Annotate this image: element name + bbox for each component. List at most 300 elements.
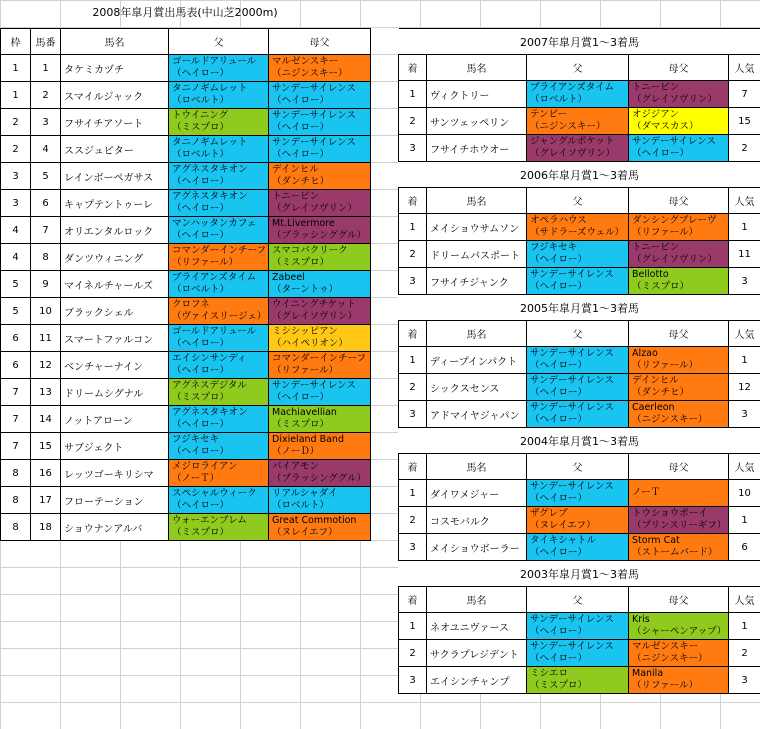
dam-sire-cell-line: （ミスプロ） (272, 419, 330, 430)
sire-cell-line: （ヘイロー） (530, 493, 588, 504)
horse-name-cell: サクラプレジデント (427, 640, 527, 667)
table-row (399, 640, 760, 667)
dam-sire-cell (629, 347, 729, 374)
horse-name-cell: シックスセンス (427, 374, 527, 401)
sire-cell (527, 214, 629, 241)
dam-sire-cell-horse: オジジアン (632, 109, 679, 120)
rank-cell: 2 (399, 507, 427, 534)
table-row (1, 82, 371, 109)
table-row (1, 352, 371, 379)
umaban-cell: 6 (31, 190, 61, 217)
dam-sire-cell (269, 163, 371, 190)
sire-cell-line: （ノーＴ） (172, 473, 220, 484)
rank-cell: 1 (399, 613, 427, 640)
sire-cell (169, 325, 269, 352)
umaban-cell: 18 (31, 514, 61, 541)
rank-cell: 1 (399, 347, 427, 374)
horse-name-cell: ショウナンアルバ (61, 514, 169, 541)
sire-cell-line: （ヌレイエフ） (530, 520, 596, 531)
sire-cell (169, 460, 269, 487)
waku-cell: 5 (1, 298, 31, 325)
waku-cell: 5 (1, 271, 31, 298)
sire-cell (169, 487, 269, 514)
dam-sire-cell-horse: トウショウボーイ (632, 508, 708, 519)
sire-cell-line: （ヘイロー） (530, 281, 588, 292)
sire-cell (527, 401, 629, 428)
sire-cell-horse: サンデーサイレンス (530, 481, 614, 492)
sire-cell (527, 268, 629, 295)
dam-sire-cell-line: （ダンチヒ） (272, 176, 330, 187)
column-header: 母父 (629, 321, 729, 347)
table-row (1, 298, 371, 325)
column-header: 母父 (629, 188, 729, 214)
sire-cell-horse: テンビー (530, 109, 568, 120)
column-header: 馬番 (31, 29, 61, 55)
sire-cell (169, 190, 269, 217)
dam-sire-cell-line: （ハイペリオン） (272, 338, 348, 349)
horse-name-cell: ヴィクトリー (427, 81, 527, 108)
horse-name-cell: アドマイヤジャパン (427, 401, 527, 428)
dam-sire-cell-line: （ターントゥ） (272, 284, 339, 295)
dam-sire-cell-horse: デインヒル (632, 375, 679, 386)
sire-cell-line: （ヘイロー） (172, 365, 230, 376)
sire-cell-line: （ミスプロ） (172, 527, 230, 538)
table-row (1, 55, 371, 82)
dam-sire-cell (629, 640, 729, 667)
sire-cell-horse: サンデーサイレンス (530, 402, 614, 413)
sire-cell-line: （ロベルト） (172, 95, 230, 106)
sire-cell (169, 217, 269, 244)
dam-sire-cell-horse: トニービン (272, 191, 320, 202)
umaban-cell: 16 (31, 460, 61, 487)
sire-cell-line: （ヘイロー） (530, 254, 588, 265)
horse-name-cell: フローテーション (61, 487, 169, 514)
dam-sire-cell (269, 190, 371, 217)
umaban-cell: 17 (31, 487, 61, 514)
sire-cell-horse: サンデーサイレンス (530, 375, 614, 386)
sire-cell-horse: タニノギムレット (172, 83, 248, 94)
dam-sire-cell-line: （ヌレイエフ） (272, 527, 338, 538)
horse-name-cell: タケミカヅチ (61, 55, 169, 82)
dam-sire-cell-line: （ヘイロー） (272, 392, 330, 403)
main-title: 2008年皐月賞出馬表(中山芝2000m) (92, 6, 278, 19)
horse-name-cell: ノットアローン (61, 406, 169, 433)
horse-name-cell: オリエンタルロック (61, 217, 169, 244)
horse-name-cell: ダイワメジャー (427, 480, 527, 507)
sire-cell-horse: ジャングルポケット (530, 136, 615, 147)
popularity-cell: 1 (729, 214, 760, 241)
sire-cell (169, 514, 269, 541)
column-header: 馬名 (427, 321, 527, 347)
dam-sire-cell (629, 81, 729, 108)
sire-cell-line: （ヘイロー） (530, 414, 588, 425)
dam-sire-cell-horse: コマンダーインチーフ (272, 353, 367, 364)
column-header: 母父 (269, 29, 371, 55)
dam-sire-cell (269, 82, 371, 109)
rank-cell: 3 (399, 667, 427, 694)
sire-cell (169, 433, 269, 460)
dam-sire-cell-horse: リアルシャダイ (272, 488, 338, 499)
sire-cell-line: （ヘイロー） (530, 360, 588, 371)
waku-cell: 1 (1, 55, 31, 82)
rank-cell: 2 (399, 241, 427, 268)
sire-cell-horse: ミシエロ (530, 668, 569, 679)
waku-cell: 8 (1, 460, 31, 487)
sire-cell-horse: アグネスタキオン (172, 164, 248, 175)
section-title-row (399, 162, 760, 188)
horse-name-cell: フサイチアソート (61, 109, 169, 136)
waku-cell: 2 (1, 136, 31, 163)
umaban-cell: 5 (31, 163, 61, 190)
sire-cell (527, 640, 629, 667)
dam-sire-cell (269, 325, 371, 352)
dam-sire-cell-horse: サンデーサイレンス (272, 137, 356, 148)
section-title-row (399, 29, 760, 55)
sire-cell-line: （ヘイロー） (172, 68, 230, 79)
horse-name-cell: ディープインパクト (427, 347, 527, 374)
column-header: 父 (527, 55, 629, 81)
horse-name-cell: メイショウボーラー (427, 534, 527, 561)
dam-sire-cell-line: （ブラッシンググル） (272, 473, 367, 484)
dam-sire-cell-horse: Storm Cat (632, 535, 680, 546)
dam-sire-cell (629, 613, 729, 640)
column-header: 馬名 (427, 587, 527, 613)
sire-cell-horse: フジキセキ (172, 434, 220, 445)
sire-cell-horse: スペシャルウィーク (172, 488, 257, 499)
umaban-cell: 8 (31, 244, 61, 271)
sire-cell (527, 135, 629, 162)
dam-sire-cell-line: （ミスプロ） (272, 257, 330, 268)
column-header: 馬名 (427, 188, 527, 214)
sire-cell-horse: サンデーサイレンス (530, 614, 614, 625)
section-title: 2005年皐月賞1～3着馬 (399, 295, 760, 321)
umaban-cell: 10 (31, 298, 61, 325)
waku-cell: 7 (1, 379, 31, 406)
sire-cell-horse: ウォーエンブレム (172, 515, 247, 526)
dam-sire-cell (629, 135, 729, 162)
column-header: 父 (527, 454, 629, 480)
dam-sire-cell-line: （ストームバード） (632, 547, 718, 558)
dam-sire-cell (269, 217, 371, 244)
sire-cell-line: （ヴァイスリージェ） (172, 311, 267, 322)
header-row (1, 29, 371, 55)
sire-cell-horse: ブライアンズタイム (172, 272, 257, 283)
sire-cell-horse: マンハッタンカフェ (172, 218, 257, 229)
column-header: 母父 (629, 587, 729, 613)
dam-sire-cell-horse: ミシシッピアン (272, 326, 338, 337)
table-row (1, 217, 371, 244)
sire-cell-line: （ミスプロ） (530, 680, 588, 691)
dam-sire-cell-line: （ミスプロ） (632, 281, 690, 292)
dam-sire-cell (269, 298, 371, 325)
column-header: 着 (399, 587, 427, 613)
dam-sire-cell (269, 406, 371, 433)
dam-sire-cell-horse: Caerleon (632, 402, 675, 413)
sire-cell-line: （ロベルト） (530, 94, 588, 105)
dam-sire-cell-horse: Mt.Livermore (272, 218, 335, 229)
header-row (399, 454, 760, 480)
dam-sire-cell (629, 241, 729, 268)
dam-sire-cell-horse: パイアモン (272, 461, 319, 472)
column-header: 人気 (729, 188, 760, 214)
sire-cell (169, 271, 269, 298)
sire-cell (527, 81, 629, 108)
dam-sire-cell (269, 460, 371, 487)
horse-name-cell: ススジュピター (61, 136, 169, 163)
sire-cell-horse: フジキセキ (530, 242, 578, 253)
dam-sire-cell-horse: ダンシングブレーヴ (632, 215, 717, 226)
dam-sire-cell-horse: Dixieland Band (272, 434, 344, 445)
rank-cell: 1 (399, 480, 427, 507)
sire-cell (169, 406, 269, 433)
dam-sire-cell-line: （プリンスリーギフ） (632, 520, 727, 531)
table-row (1, 109, 371, 136)
sire-cell-line: （ミスプロ） (172, 392, 230, 403)
dam-sire-cell (629, 401, 729, 428)
dam-sire-cell (269, 433, 371, 460)
column-header: 母父 (629, 55, 729, 81)
column-header: 人気 (729, 55, 760, 81)
table-row (1, 136, 371, 163)
waku-cell: 6 (1, 325, 31, 352)
sire-cell-horse: サンデーサイレンス (530, 641, 614, 652)
dam-sire-cell (269, 55, 371, 82)
horse-name-cell: ベンチャーナイン (61, 352, 169, 379)
dam-sire-cell-line: （リファール） (272, 365, 339, 376)
table-row (1, 433, 371, 460)
sire-cell-line: （サドラーズウェル） (530, 227, 625, 238)
sire-cell (169, 109, 269, 136)
dam-sire-cell (269, 109, 371, 136)
dam-sire-cell-horse: サンデーサイレンス (272, 110, 356, 121)
sire-cell-line: （ヘイロー） (172, 230, 230, 241)
popularity-cell: 2 (729, 640, 760, 667)
horse-name-cell: レッツゴーキリシマ (61, 460, 169, 487)
dam-sire-cell-line: （グレイソヴリン） (632, 94, 718, 105)
column-header: 枠 (1, 29, 31, 55)
table-row (399, 135, 760, 162)
dam-sire-cell-horse: マルゼンスキー (632, 641, 699, 652)
umaban-cell: 12 (31, 352, 61, 379)
popularity-cell: 3 (729, 667, 760, 694)
section-title-row (399, 428, 760, 454)
dam-sire-cell (269, 244, 371, 271)
dam-sire-cell-horse: サンデーサイレンス (632, 136, 716, 147)
table-row (399, 241, 760, 268)
umaban-cell: 13 (31, 379, 61, 406)
column-header: 馬名 (427, 454, 527, 480)
popularity-cell: 7 (729, 81, 760, 108)
waku-cell: 6 (1, 352, 31, 379)
umaban-cell: 15 (31, 433, 61, 460)
dam-sire-cell-horse: ウイニングチケット (272, 299, 356, 310)
section-title: 2006年皐月賞1～3着馬 (399, 162, 760, 188)
dam-sire-cell-horse: トニービン (632, 82, 680, 93)
popularity-cell: 1 (729, 507, 760, 534)
table-row (1, 271, 371, 298)
table-row (399, 480, 760, 507)
popularity-cell: 15 (729, 108, 760, 135)
dam-sire-cell (629, 507, 729, 534)
column-header: 馬名 (427, 55, 527, 81)
dam-sire-cell (629, 534, 729, 561)
umaban-cell: 11 (31, 325, 61, 352)
horse-name-cell: スマートファルコン (61, 325, 169, 352)
horse-name-cell: レインボーペガサス (61, 163, 169, 190)
dam-sire-cell-line: （ヘイロー） (272, 95, 330, 106)
rank-cell: 3 (399, 268, 427, 295)
dam-sire-cell-line: （ブラッシンググル） (272, 230, 367, 241)
table-row (399, 108, 760, 135)
header-row (399, 188, 760, 214)
sire-cell-line: （ヘイロー） (172, 500, 230, 511)
sire-cell-horse: トウイニング (172, 110, 229, 121)
dam-sire-cell-horse: トニービン (632, 242, 680, 253)
dam-sire-cell-horse: スマコバクリーク (272, 245, 348, 256)
dam-sire-cell (629, 108, 729, 135)
dam-sire-cell (629, 480, 729, 507)
dam-sire-cell-horse: Kris (632, 614, 650, 625)
sire-cell-horse: タニノギムレット (172, 137, 248, 148)
table-row (1, 460, 371, 487)
rank-cell: 2 (399, 108, 427, 135)
dam-sire-cell (629, 214, 729, 241)
table-row (1, 379, 371, 406)
table-row (399, 613, 760, 640)
umaban-cell: 3 (31, 109, 61, 136)
table-row (1, 514, 371, 541)
waku-cell: 7 (1, 433, 31, 460)
dam-sire-cell-horse: マルゼンスキー (272, 56, 339, 67)
dam-sire-cell-horse: Manila (632, 668, 664, 679)
table-row (399, 401, 760, 428)
sire-cell-line: （ヘイロー） (172, 419, 230, 430)
dam-sire-cell-line: （リファール） (632, 680, 699, 691)
column-header: 人気 (729, 454, 760, 480)
umaban-cell: 2 (31, 82, 61, 109)
sire-cell (169, 379, 269, 406)
popularity-cell: 11 (729, 241, 760, 268)
popularity-cell: 12 (729, 374, 760, 401)
rank-cell: 2 (399, 640, 427, 667)
sire-cell-horse: タイキシャトル (530, 535, 597, 546)
section-title-row (399, 295, 760, 321)
dam-sire-cell (629, 374, 729, 401)
column-header: 人気 (729, 321, 760, 347)
horse-name-cell: フサイチホウオー (427, 135, 527, 162)
column-header: 着 (399, 321, 427, 347)
waku-cell: 8 (1, 514, 31, 541)
sire-cell-line: （ミスプロ） (172, 122, 230, 133)
horse-name-cell: フサイチジャンク (427, 268, 527, 295)
rank-cell: 3 (399, 534, 427, 561)
section-title: 2007年皐月賞1～3着馬 (399, 29, 760, 55)
umaban-cell: 1 (31, 55, 61, 82)
waku-cell: 1 (1, 82, 31, 109)
table-row (1, 190, 371, 217)
sire-cell (527, 480, 629, 507)
table-row (399, 507, 760, 534)
sire-cell (169, 55, 269, 82)
dam-sire-cell-horse: デインヒル (272, 164, 319, 175)
sire-cell (527, 374, 629, 401)
entry-table (0, 28, 371, 541)
dam-sire-cell (629, 667, 729, 694)
sire-cell-horse: ブライアンズタイム (530, 82, 615, 93)
horse-name-cell: エイシンチャンプ (427, 667, 527, 694)
sire-cell-line: （ニジンスキー） (530, 121, 606, 132)
sire-cell-horse: ゴールドアリュール (172, 326, 257, 337)
popularity-cell: 1 (729, 347, 760, 374)
dam-sire-cell-horse: Zabeel (272, 272, 305, 283)
horse-name-cell: ドリームパスポート (427, 241, 527, 268)
table-row (399, 534, 760, 561)
umaban-cell: 7 (31, 217, 61, 244)
horse-name-cell: ブラックシェル (61, 298, 169, 325)
popularity-cell: 2 (729, 135, 760, 162)
dam-sire-cell-horse: ノーＴ (632, 487, 661, 498)
column-header: 父 (169, 29, 269, 55)
dam-sire-cell-horse: Bellotto (632, 269, 669, 280)
umaban-cell: 14 (31, 406, 61, 433)
dam-sire-cell-line: （ニジンスキー） (272, 68, 348, 79)
dam-sire-cell-horse: サンデーサイレンス (272, 83, 356, 94)
dam-sire-cell-horse: Great Commotion (272, 515, 357, 526)
horse-name-cell: キャプテントゥーレ (61, 190, 169, 217)
waku-cell: 4 (1, 217, 31, 244)
sire-cell (527, 108, 629, 135)
dam-sire-cell-line: （ノーＤ） (272, 446, 320, 457)
column-header: 着 (399, 188, 427, 214)
horse-name-cell: スマイルジャック (61, 82, 169, 109)
dam-sire-cell-line: （リファール） (632, 227, 699, 238)
sire-cell-horse: アグネスタキオン (172, 407, 248, 418)
sire-cell-horse: ザグレブ (530, 508, 568, 519)
sire-cell (169, 298, 269, 325)
table-row (399, 81, 760, 108)
past-results-table (398, 28, 760, 694)
column-header: 着 (399, 55, 427, 81)
rank-cell: 1 (399, 81, 427, 108)
sire-cell (169, 136, 269, 163)
table-row (399, 667, 760, 694)
sire-cell (527, 347, 629, 374)
table-row (1, 163, 371, 190)
dam-sire-cell-line: （グレイソヴリン） (632, 254, 718, 265)
sire-cell-line: （ロベルト） (172, 149, 230, 160)
table-row (1, 406, 371, 433)
column-header: 父 (527, 587, 629, 613)
sire-cell-line: （ヘイロー） (530, 653, 588, 664)
rank-cell: 3 (399, 135, 427, 162)
rank-cell: 1 (399, 214, 427, 241)
sire-cell (527, 667, 629, 694)
table-row (399, 347, 760, 374)
column-header: 馬名 (61, 29, 169, 55)
table-row (1, 487, 371, 514)
popularity-cell: 3 (729, 268, 760, 295)
horse-name-cell: サブジェクト (61, 433, 169, 460)
sire-cell-horse: アグネスタキオン (172, 191, 248, 202)
sire-cell (169, 352, 269, 379)
rank-cell: 2 (399, 374, 427, 401)
sire-cell-horse: エイシンサンディ (172, 353, 247, 364)
horse-name-cell: マイネルチャールズ (61, 271, 169, 298)
sire-cell-line: （ヘイロー） (530, 387, 588, 398)
dam-sire-cell-line: （リファール） (632, 360, 699, 371)
section-title: 2003年皐月賞1～3着馬 (399, 561, 760, 587)
sire-cell-horse: オペラハウス (530, 215, 587, 226)
